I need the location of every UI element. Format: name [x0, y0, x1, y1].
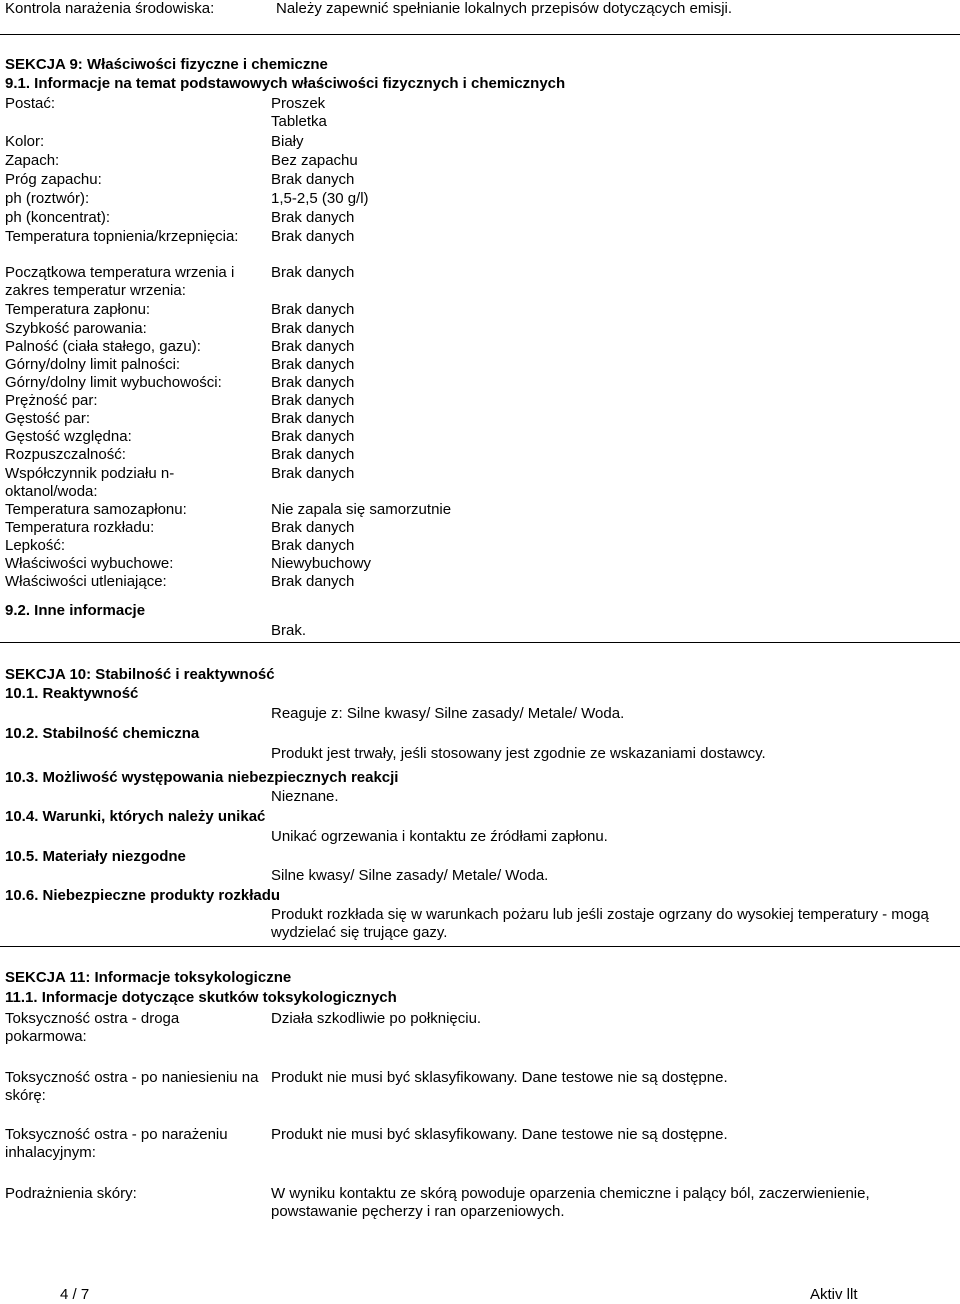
property-label: Górny/dolny limit palności:	[5, 356, 181, 373]
property-value: Brak danych	[271, 301, 355, 318]
tox-value-3: Produkt nie musi być sklasyfikowany. Dane testowe nie są dostępne.	[271, 1126, 728, 1143]
property-value: Brak danych	[271, 209, 355, 226]
section10-heading-3: 10.3. Możliwość występowania niebezpiecznych reakcji	[5, 769, 399, 786]
divider	[0, 642, 960, 643]
section9-other-heading: 9.2. Inne informacje	[5, 602, 146, 619]
section10-heading-2: 10.2. Stabilność chemiczna	[5, 725, 200, 742]
header-value: Należy zapewnić spełnianie lokalnych przepisów dotyczących emisji.	[276, 0, 733, 17]
property-label: Szybkość parowania:	[5, 320, 147, 337]
property-label: Postać:	[5, 95, 56, 112]
property-label: Temperatura samozapłonu:	[5, 501, 187, 518]
property-value: Brak danych	[271, 264, 355, 281]
property-value: Brak danych	[271, 338, 355, 355]
property-value: Biały	[271, 133, 304, 150]
property-value: Brak danych	[271, 320, 355, 337]
property-value: Niewybuchowy	[271, 555, 372, 572]
section10-text-3: Nieznane.	[271, 788, 339, 805]
divider	[0, 946, 960, 947]
header-label: Kontrola narażenia środowiska:	[5, 0, 215, 17]
property-value: 1,5-2,5 (30 g/l)	[271, 190, 369, 207]
tox-label-2: Toksyczność ostra - po naniesieniu na skórę:	[5, 1069, 259, 1105]
property-label: Próg zapachu:	[5, 171, 102, 188]
section11-title: SEKCJA 11: Informacje toksykologiczne	[5, 969, 292, 986]
property-label: Temperatura rozkładu:	[5, 519, 155, 536]
property-label: Palność (ciała stałego, gazu):	[5, 338, 201, 355]
section10-heading-4: 10.4. Warunki, których należy unikać	[5, 808, 266, 825]
property-label: Współczynnik podziału n-oktanol/woda:	[5, 465, 175, 501]
section10-text-6: Produkt rozkłada się w warunkach pożaru lub jeśli zostaje ogrzany do wysokiej temperatury - mogą wydzielać się trujące gazy.	[271, 906, 929, 942]
section11-subtitle: 11.1. Informacje dotyczące skutków toksykologicznych	[5, 989, 397, 1006]
divider	[0, 34, 960, 35]
property-label: Właściwości wybuchowe:	[5, 555, 174, 572]
property-label: ph (roztwór):	[5, 190, 90, 207]
document-name: Aktiv llt	[810, 1286, 858, 1303]
tox-value-2: Produkt nie musi być sklasyfikowany. Dane testowe nie są dostępne.	[271, 1069, 728, 1086]
property-value: Brak danych	[271, 537, 355, 554]
property-value: Brak danych	[271, 519, 355, 536]
tox-label-3: Toksyczność ostra - po narażeniu inhalacyjnym:	[5, 1126, 228, 1162]
section10-heading-5: 10.5. Materiały niezgodne	[5, 848, 186, 865]
property-value: Brak danych	[271, 573, 355, 590]
property-value: Brak danych	[271, 446, 355, 463]
property-value: Brak danych	[271, 374, 355, 391]
property-value: Brak danych	[271, 171, 355, 188]
property-label: Temperatura zapłonu:	[5, 301, 151, 318]
property-value: Brak danych	[271, 465, 355, 482]
property-label: Zapach:	[5, 152, 60, 169]
property-value: Brak danych	[271, 356, 355, 373]
property-label: Właściwości utleniające:	[5, 573, 167, 590]
tox-value-4: W wyniku kontaktu ze skórą powoduje oparzenia chemiczne i palący ból, zaczerwienienie, powstawanie pęcherzy i ran oparzeniowych.	[271, 1185, 870, 1221]
property-label: Kolor:	[5, 133, 45, 150]
property-label: Górny/dolny limit wybuchowości:	[5, 374, 222, 391]
section9-subtitle: 9.1. Informacje na temat podstawowych właściwości fizycznych i chemicznych	[5, 75, 566, 92]
tox-value-1: Działa szkodliwie po połknięciu.	[271, 1010, 482, 1027]
property-value: Bez zapachu	[271, 152, 358, 169]
property-label: Gęstość względna:	[5, 428, 132, 445]
property-label: ph (koncentrat):	[5, 209, 111, 226]
section10-heading-1: 10.1. Reaktywność	[5, 685, 139, 702]
section10-text-2: Produkt jest trwały, jeśli stosowany jest zgodnie ze wskazaniami dostawcy.	[271, 745, 766, 762]
tox-label-1: Toksyczność ostra - droga pokarmowa:	[5, 1010, 180, 1046]
property-label: Rozpuszczalność:	[5, 446, 126, 463]
property-label: Gęstość par:	[5, 410, 91, 427]
property-value: Brak danych	[271, 428, 355, 445]
tox-label-4: Podrażnienia skóry:	[5, 1185, 137, 1202]
section10-title: SEKCJA 10: Stabilność i reaktywność	[5, 666, 275, 683]
property-label: Początkowa temperatura wrzenia i zakres temperatur wrzenia:	[5, 264, 235, 300]
page-number: 4 / 7	[60, 1286, 90, 1303]
property-value: Proszek Tabletka	[271, 95, 327, 131]
section10-text-1: Reaguje z: Silne kwasy/ Silne zasady/ Metale/ Woda.	[271, 705, 625, 722]
property-value: Nie zapala się samorzutnie	[271, 501, 452, 518]
section9-title: SEKCJA 9: Właściwości fizyczne i chemiczne	[5, 56, 328, 73]
section10-heading-6: 10.6. Niebezpieczne produkty rozkładu	[5, 887, 281, 904]
property-label: Temperatura topnienia/krzepnięcia:	[5, 228, 239, 245]
property-value: Brak danych	[271, 228, 355, 245]
section9-other-value: Brak.	[271, 622, 307, 639]
property-label: Prężność par:	[5, 392, 98, 409]
section10-text-4: Unikać ogrzewania i kontaktu ze źródłami zapłonu.	[271, 828, 608, 845]
property-value: Brak danych	[271, 410, 355, 427]
section10-text-5: Silne kwasy/ Silne zasady/ Metale/ Woda.	[271, 867, 549, 884]
property-value: Brak danych	[271, 392, 355, 409]
property-label: Lepkość:	[5, 537, 66, 554]
